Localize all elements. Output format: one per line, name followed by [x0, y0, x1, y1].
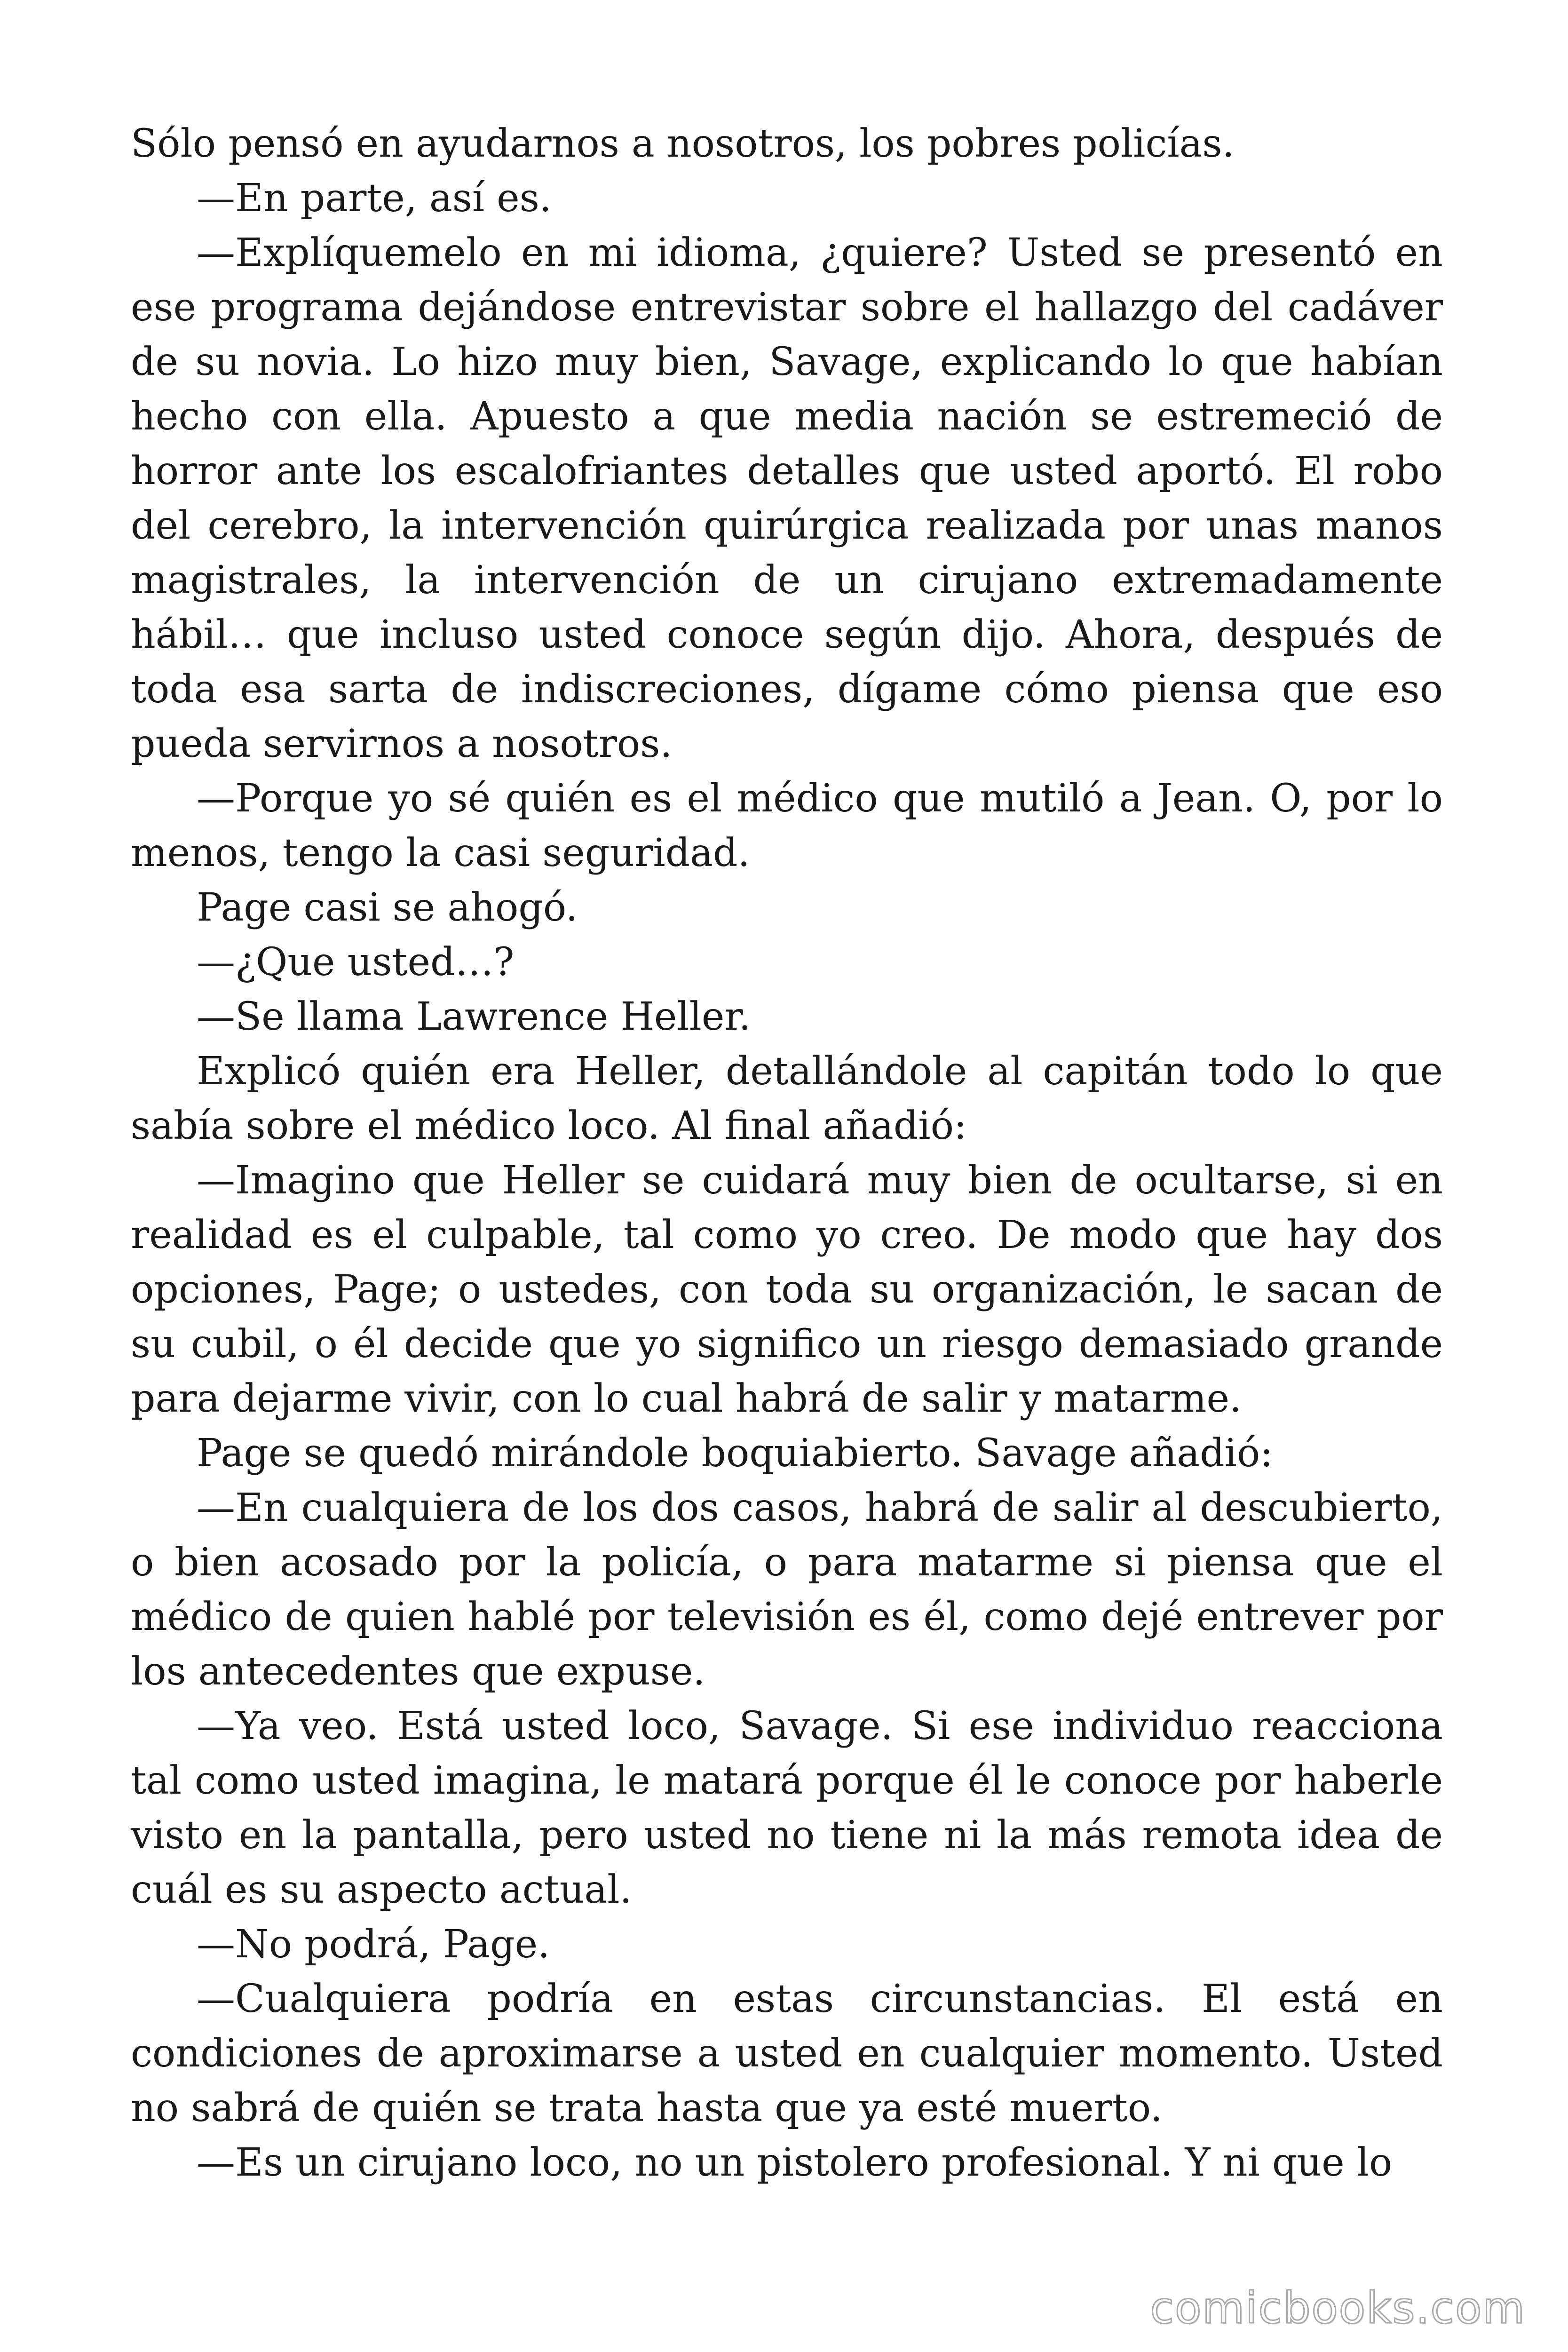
- paragraph: Sólo pensó en ayudarnos a nosotros, los pobres policías.: [131, 121, 1235, 166]
- paragraph: Page casi se ahogó.: [197, 885, 578, 930]
- paragraph: Explicó quién era Heller, detallándole al capitán todo lo que sabía sobre el médico loco. Al final añadió:: [131, 1049, 1443, 1148]
- paragraph: —Porque yo sé quién es el médico que mutiló a Jean. O, por lo menos, tengo la casi seguridad.: [131, 776, 1443, 875]
- paragraph: —Cualquiera podría en estas circunstancias. El está en condiciones de aproximarse a usted en cualquier momento. Usted no sabrá de quién se trata hasta que ya esté muerto.: [131, 1977, 1443, 2130]
- paragraph: —En parte, así es.: [197, 176, 552, 221]
- watermark: comicbooks.com: [1150, 2283, 1526, 2333]
- paragraph: —No podrá, Page.: [197, 1922, 550, 1967]
- paragraph: —Imagino que Heller se cuidará muy bien de ocultarse, si en realidad es el culpable, tal como yo creo. De modo que hay dos opciones, Page; o ustedes, con toda su organización, le sacan de su cubil, o él decide que yo significo un riesgo demasiado grande para dejarme vivir, con lo cual habrá de salir y matarme.: [131, 1158, 1443, 1421]
- text-column: [131, 117, 1443, 2190]
- paragraph: —Se llama Lawrence Heller.: [197, 994, 751, 1039]
- paragraph: —Explíquemelo en mi idioma, ¿quiere? Usted se presentó en ese programa dejándose entrevistar sobre el hallazgo del cadáver de su novia. Lo hizo muy bien, Savage, explicando lo que habían hecho con ella. Apuesto a que media nación se estremeció de horror ante los escalofriantes detalles que usted aportó. El robo del cerebro, la intervención quirúrgica realizada por unas manos magistrales, la intervención de un cirujano extremadamente hábil… que incluso usted conoce según dijo. Ahora, después de toda esa sarta de indiscreciones, dígame cómo piensa que eso pueda servirnos a nosotros.: [131, 230, 1443, 766]
- paragraph: —¿Que usted…?: [197, 940, 515, 985]
- paragraph: —En cualquiera de los dos casos, habrá de salir al descubierto, o bien acosado por la policía, o para matarme si piensa que el médico de quien hablé por televisión es él, como dejé entrever por los antecedentes que expuse.: [131, 1486, 1443, 1694]
- paragraph: Page se quedó mirándole boquiabierto. Savage añadió:: [197, 1431, 1273, 1476]
- paragraph: —Ya veo. Está usted loco, Savage. Si ese individuo reacciona tal como usted imagina, le matará porque él le conoce por haberle visto en la pantalla, pero usted no tiene ni la más remota idea de cuál es su aspecto actual.: [131, 1704, 1443, 1912]
- paragraph-last: —Es un cirujano loco, no un pistolero profesional. Y ni que lo: [197, 2140, 1393, 2185]
